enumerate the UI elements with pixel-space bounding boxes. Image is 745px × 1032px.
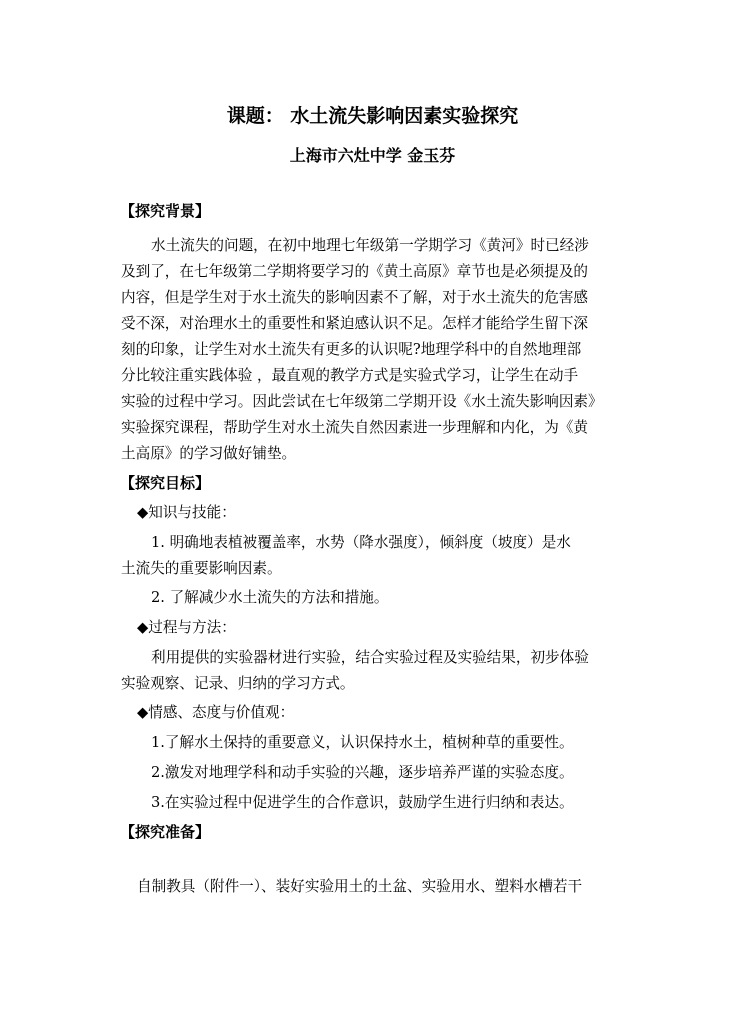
- process-line-2: 实验观察、记录、归纳的学习方式。: [121, 675, 355, 692]
- emotion-label: ◆情感、态度与价值观：: [137, 704, 295, 721]
- section-heading-background: 【探究背景】: [120, 202, 211, 220]
- preparation-line-1: 自制教具（附件一）、装好实验用土的土盆、实验用水、塑料水槽若干: [137, 878, 583, 895]
- process-line-1: 利用提供的实验器材进行实验，结合实验过程及实验结果，初步体验: [151, 649, 589, 666]
- knowledge-item-1-line-1: 1. 明确地表植被覆盖率，水势（降水强度），倾斜度（坡度）是水: [151, 534, 571, 551]
- background-line-5: 刻的印象，让学生对水土流失有更多的认识呢?地理学科中的自然地理部: [121, 341, 582, 358]
- background-line-7: 实验的过程中学习。因此尝试在七年级第二学期开设《水土流失影响因素》: [121, 393, 603, 410]
- section-heading-goals: 【探究目标】: [120, 474, 211, 492]
- knowledge-item-2: 2. 了解减少水土流失的方法和措施。: [151, 589, 389, 606]
- emotion-item-1: 1.了解水土保持的重要意义，认识保持水土，植树种草的重要性。: [151, 734, 574, 751]
- section-heading-preparation: 【探究准备】: [120, 823, 211, 841]
- background-line-4: 受不深，对治理水土的重要性和紧迫感认识不足。怎样才能给学生留下深: [121, 315, 589, 332]
- background-line-2: 及到了，在七年级第二学期将要学习的《黄土高原》章节也是必须提及的: [121, 263, 589, 280]
- page-title: 课题： 水土流失影响因素实验探究: [226, 105, 519, 127]
- background-line-3: 内容，但是学生对于水土流失的影响因素不了解，对于水土流失的危害感: [121, 289, 589, 306]
- background-line-9: 土高原》的学习做好铺垫。: [121, 445, 297, 462]
- background-line-8: 实验探究课程，帮助学生对水土流失自然因素进一步理解和内化，为《黄: [121, 419, 589, 436]
- emotion-item-2: 2.激发对地理学科和动手实验的兴趣，逐步培养严谨的实验态度。: [151, 764, 574, 781]
- process-label: ◆过程与方法：: [137, 619, 236, 636]
- background-line-1: 水土流失的问题，在初中地理七年级第一学期学习《黄河》时已经涉: [151, 237, 589, 254]
- knowledge-label: ◆知识与技能：: [137, 504, 236, 521]
- emotion-item-3: 3.在实验过程中促进学生的合作意识，鼓励学生进行归纳和表达。: [151, 794, 574, 811]
- knowledge-item-1-line-2: 土流失的重要影响因素。: [121, 560, 282, 577]
- background-line-6: 分比较注重实践体验 ，最直观的教学方式是实验式学习，让学生在动手: [121, 367, 579, 384]
- author-line: 上海市六灶中学 金玉芬: [289, 146, 456, 165]
